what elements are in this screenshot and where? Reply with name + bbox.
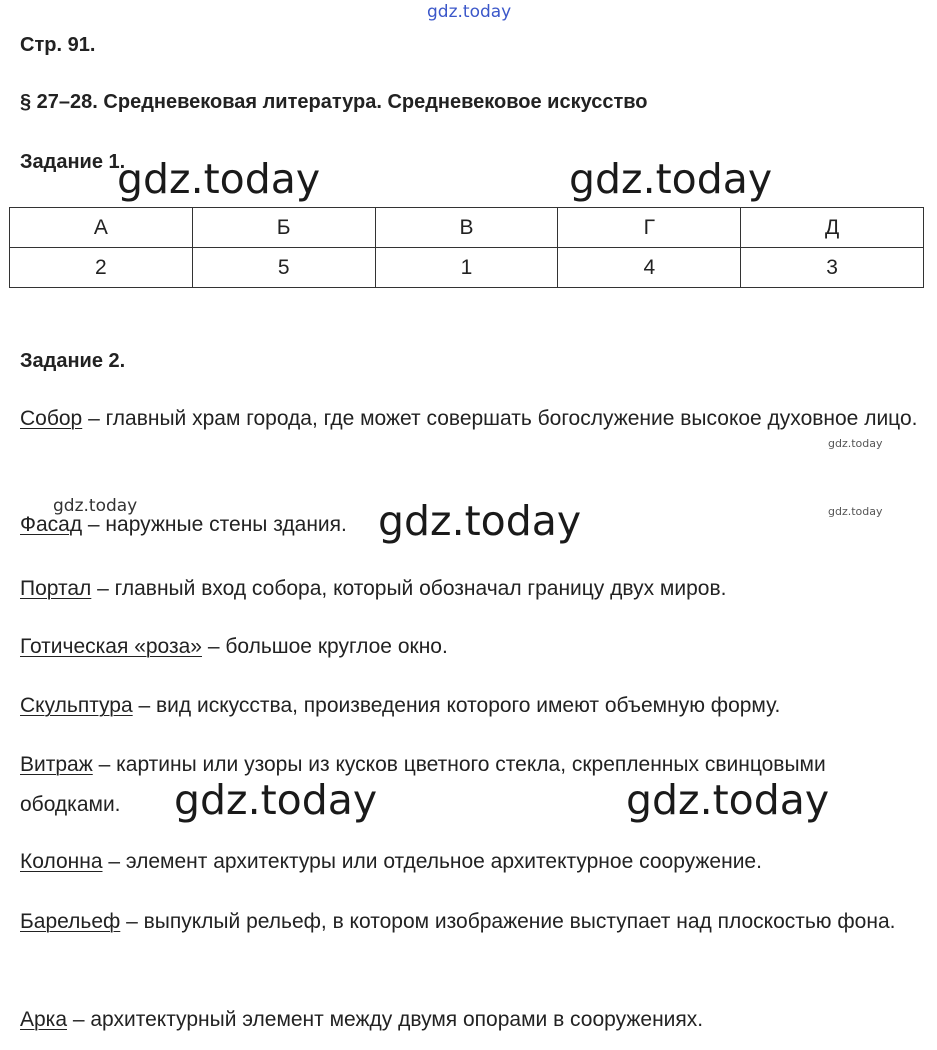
table-row: [10, 248, 924, 288]
definition-text: – выпуклый рельеф, в котором изображение выступает над плоскостью фона.: [120, 910, 896, 933]
table-cell-letter: В: [375, 208, 558, 248]
definition-term: Скульптура: [20, 694, 133, 717]
table-cell-answer: 4: [558, 248, 741, 288]
table-cell-letter: Д: [741, 208, 924, 248]
definition-text: – картины или узоры из кусков цветного стекла, скрепленных свинцовыми ободками.: [20, 753, 826, 816]
definition-term: Витраж: [20, 753, 93, 776]
definition-text: – наружные стены здания.: [82, 513, 347, 536]
watermark-top: gdz.today: [427, 2, 512, 22]
definition-item: [20, 1000, 920, 1040]
definition-text: – архитектурный элемент между двумя опорами в сооружениях.: [67, 1008, 704, 1031]
task1-heading: Задание 1.: [20, 151, 126, 173]
watermark-large: gdz.today: [117, 155, 321, 203]
definition-item: [20, 569, 920, 609]
table-cell-answer: 3: [741, 248, 924, 288]
definition-term: Портал: [20, 577, 92, 600]
table-cell-letter: Г: [558, 208, 741, 248]
watermark-small: gdz.today: [828, 505, 883, 518]
definition-text: – элемент архитектуры или отдельное архитектурное сооружение.: [102, 850, 762, 873]
answers-table: [9, 207, 924, 288]
table-row: [10, 208, 924, 248]
definition-text: – главный храм города, где может совершать богослужение высокое духовное лицо.: [82, 407, 918, 430]
watermark-medium: gdz.today: [53, 496, 138, 516]
page-reference: Стр. 91.: [20, 34, 96, 56]
definition-item: [20, 399, 920, 439]
watermark-large: gdz.today: [626, 776, 830, 824]
table-cell-answer: 2: [10, 248, 193, 288]
table-cell-answer: 5: [192, 248, 375, 288]
table-cell-answer: 1: [375, 248, 558, 288]
definition-item: [20, 686, 920, 726]
table-cell-letter: А: [10, 208, 193, 248]
watermark-small: gdz.today: [828, 437, 883, 450]
definition-item: [20, 902, 920, 942]
definition-term: Барельеф: [20, 910, 121, 933]
definition-text: – вид искусства, произведения которого имеют объемную форму.: [132, 694, 781, 717]
definition-item: [20, 627, 920, 667]
definition-term: Фасад: [20, 513, 83, 536]
definition-term: Собор: [20, 407, 83, 430]
definition-term: Готическая «роза»: [20, 635, 202, 658]
definition-item: [20, 842, 920, 882]
task2-heading: Задание 2.: [20, 350, 126, 372]
watermark-large: gdz.today: [378, 497, 582, 545]
section-title: § 27–28. Средневековая литература. Средневековое искусство: [20, 91, 648, 113]
table-cell-letter: Б: [192, 208, 375, 248]
definition-text: – большое круглое окно.: [201, 635, 448, 658]
definition-term: Колонна: [20, 850, 103, 873]
definition-term: Арка: [20, 1008, 68, 1031]
definition-text: – главный вход собора, который обозначал границу двух миров.: [91, 577, 727, 600]
watermark-large: gdz.today: [174, 776, 378, 824]
watermark-large: gdz.today: [569, 155, 773, 203]
